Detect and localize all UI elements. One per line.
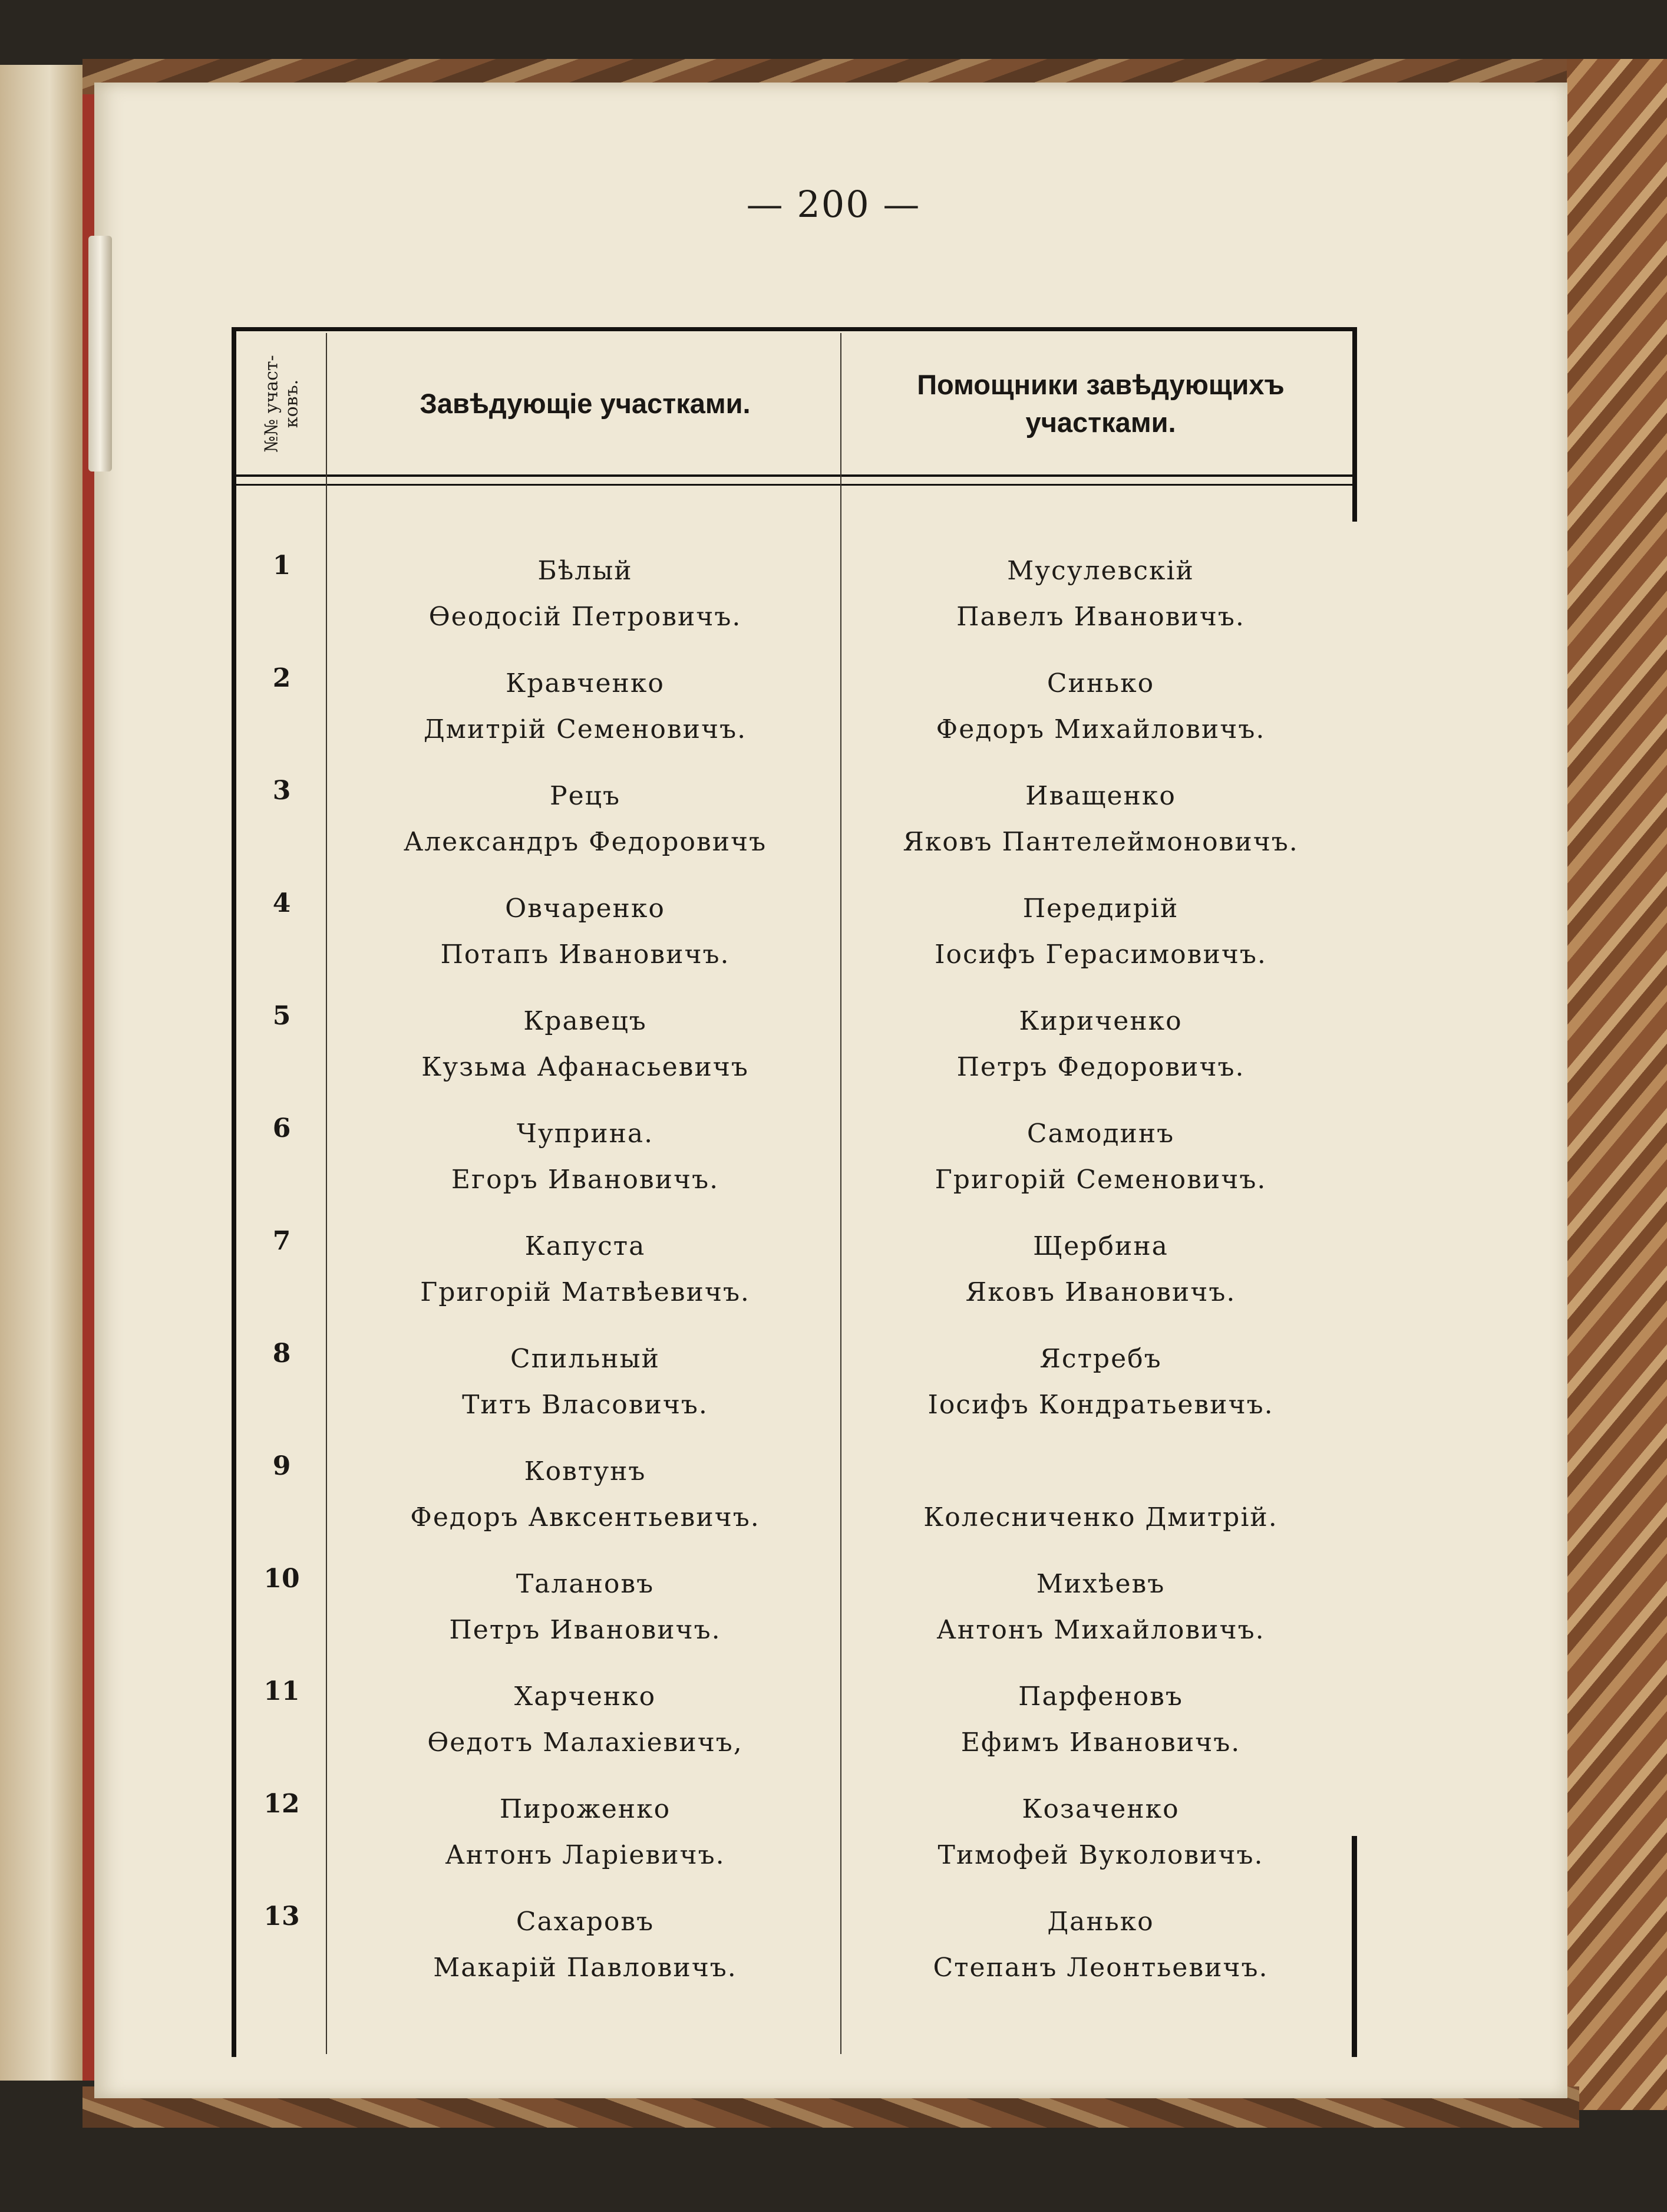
row-number: 8: [272, 1339, 291, 1369]
row-number: 5: [272, 1001, 291, 1031]
assistant-name-cell: [847, 1449, 1354, 1541]
head-name-cell: [332, 998, 839, 1090]
head-name-given: Өедотъ Малахіевичъ,: [427, 1728, 743, 1758]
header-rule: [232, 474, 1357, 477]
assistant-name-given: Петръ Федоровичъ.: [956, 1052, 1245, 1082]
assistant-name-cell: [847, 886, 1354, 978]
assistant-name-given: Антонъ Михайловичъ.: [936, 1615, 1265, 1645]
head-name-cell: [332, 1449, 839, 1541]
table-row: [232, 1561, 1357, 1674]
table-row: [232, 773, 1357, 886]
left-page-edge: [0, 65, 86, 2081]
cover-right: [1567, 59, 1667, 2110]
assistant-name-cell: [847, 1561, 1354, 1653]
assistant-name-surname: Козаченко: [1022, 1794, 1180, 1824]
table-row: [232, 548, 1357, 661]
header-number-cell: [242, 342, 322, 466]
assistant-name-cell: [847, 998, 1354, 1090]
assistant-name-given: Степанъ Леонтьевичъ.: [933, 1953, 1269, 1983]
assistant-name-surname: Мусулевскій: [1007, 556, 1194, 586]
table-top-rule: [232, 327, 1357, 331]
assistant-name-cell: [847, 1111, 1354, 1203]
head-name-surname: Харченко: [514, 1682, 656, 1712]
head-name-surname: Пироженко: [499, 1794, 671, 1824]
table-row: [232, 661, 1357, 773]
table-row: [232, 1449, 1357, 1561]
assistant-name-given: Павелъ Ивановичъ.: [956, 602, 1245, 632]
table-row: [232, 1224, 1357, 1336]
assistant-name-surname: Самодинъ: [1026, 1119, 1175, 1149]
table-body: [232, 548, 1357, 2012]
head-name-cell: [332, 1224, 839, 1316]
head-name-cell: [332, 1561, 839, 1653]
assistant-name-surname: Щербина: [1033, 1231, 1168, 1261]
assistant-name-surname: Синько: [1047, 668, 1155, 698]
head-name-surname: Чуприна.: [516, 1119, 654, 1149]
assistant-name-cell: [847, 1224, 1354, 1316]
head-name-given: Федоръ Авксентьевичъ.: [410, 1502, 760, 1532]
row-number: 6: [272, 1113, 291, 1143]
assistant-name-given: Іосифъ Герасимовичъ.: [935, 939, 1267, 970]
table-row: [232, 998, 1357, 1111]
assistant-name-surname: Данько: [1047, 1907, 1154, 1937]
head-name-given: Потапъ Ивановичъ.: [440, 939, 730, 970]
row-number: 10: [263, 1564, 300, 1594]
assistant-name-surname: Михѣевъ: [1036, 1569, 1166, 1599]
assistant-name-given: Яковъ Ивановичъ.: [965, 1277, 1236, 1307]
assistant-name-given: Григорій Семеновичъ.: [935, 1165, 1267, 1195]
head-name-surname: Ковтунъ: [524, 1456, 646, 1486]
assistant-name-given: Федоръ Михайловичъ.: [936, 714, 1266, 744]
row-number: 11: [263, 1676, 300, 1706]
row-number: 12: [263, 1789, 300, 1819]
assistant-name-surname: Передирій: [1022, 894, 1179, 924]
staff-table: [232, 327, 1357, 2057]
assistant-name-given: Іосифъ Кондратьевичъ.: [927, 1390, 1274, 1420]
head-name-given: Антонъ Ларіевичъ.: [445, 1840, 725, 1870]
head-name-given: Александръ Федоровичъ: [403, 827, 767, 857]
head-name-surname: Сахаровъ: [516, 1907, 655, 1937]
head-name-cell: [332, 1111, 839, 1203]
head-name-surname: Овчаренко: [505, 894, 665, 924]
head-name-surname: Кравченко: [506, 668, 665, 698]
assistant-name-given: Ефимъ Ивановичъ.: [960, 1728, 1241, 1758]
head-name-surname: Капуста: [524, 1231, 646, 1261]
assistant-name-surname: Ястребъ: [1039, 1344, 1162, 1374]
head-name-given: Егоръ Ивановичъ.: [451, 1165, 719, 1195]
head-name-given: Титъ Власовичъ.: [462, 1390, 708, 1420]
table-row: [232, 1336, 1357, 1449]
row-number: 9: [272, 1451, 291, 1481]
assistant-name-surname: Парфеновъ: [1018, 1682, 1183, 1712]
head-name-given: Дмитрій Семеновичъ.: [423, 714, 747, 744]
head-name-surname: Талановъ: [516, 1569, 655, 1599]
head-name-cell: [332, 886, 839, 978]
head-name-surname: Спильный: [510, 1344, 660, 1374]
head-name-cell: [332, 1786, 839, 1878]
assistant-name-given: Колесниченко Дмитрій.: [923, 1502, 1278, 1532]
table-row: [232, 1899, 1357, 2012]
assistant-name-cell: [847, 661, 1354, 753]
head-name-cell: [332, 1899, 839, 1991]
assistant-name-surname: Кириченко: [1019, 1006, 1183, 1036]
head-name-cell: [332, 661, 839, 753]
row-number: 13: [263, 1901, 300, 1931]
header-assistants: Помощники завѣдующихъ участками.: [917, 369, 1285, 438]
table-row: [232, 1786, 1357, 1899]
assistant-name-cell: [847, 773, 1354, 865]
head-name-cell: [332, 1336, 839, 1428]
row-number: 1: [272, 550, 291, 581]
table-row: [232, 1111, 1357, 1224]
assistant-name-surname: [847, 1449, 1354, 1495]
head-name-given: Өеодосій Петровичъ.: [428, 602, 742, 632]
assistant-name-surname: Иващенко: [1025, 781, 1176, 811]
assistant-name-given: Яковъ Пантелеймоновичъ.: [903, 827, 1299, 857]
paper-clip: [88, 236, 112, 472]
head-name-given: Григорій Матвѣевичъ.: [420, 1277, 750, 1307]
assistant-name-cell: [847, 1899, 1354, 1991]
head-name-surname: Кравецъ: [523, 1006, 647, 1036]
assistant-name-cell: [847, 1674, 1354, 1766]
row-number: 3: [272, 776, 291, 806]
header-number-label: №№ участ- ковъ.: [261, 355, 302, 453]
table-row: [232, 1674, 1357, 1786]
head-name-given: Кузьма Афанасьевичъ: [421, 1052, 749, 1082]
row-number: 7: [272, 1226, 291, 1256]
head-name-given: Петръ Ивановичъ.: [449, 1615, 721, 1645]
row-number: 2: [272, 663, 291, 693]
table-row: [232, 886, 1357, 998]
row-number: 4: [272, 888, 291, 918]
assistant-name-cell: [847, 548, 1354, 640]
head-name-cell: [332, 773, 839, 865]
head-name-cell: [332, 1674, 839, 1766]
assistant-name-cell: [847, 1336, 1354, 1428]
head-name-surname: Рецъ: [550, 781, 620, 811]
header-heads: Завѣдующіе участками.: [420, 388, 751, 419]
head-name-given: Макарій Павловичъ.: [433, 1953, 737, 1983]
assistant-name-given: Тимофей Вуколовичъ.: [938, 1840, 1264, 1870]
page-number: — 200 —: [746, 183, 921, 226]
assistant-name-cell: [847, 1786, 1354, 1878]
head-name-cell: [332, 548, 839, 640]
head-name-surname: Бѣлый: [537, 556, 633, 586]
header-rule-double: [232, 484, 1357, 486]
